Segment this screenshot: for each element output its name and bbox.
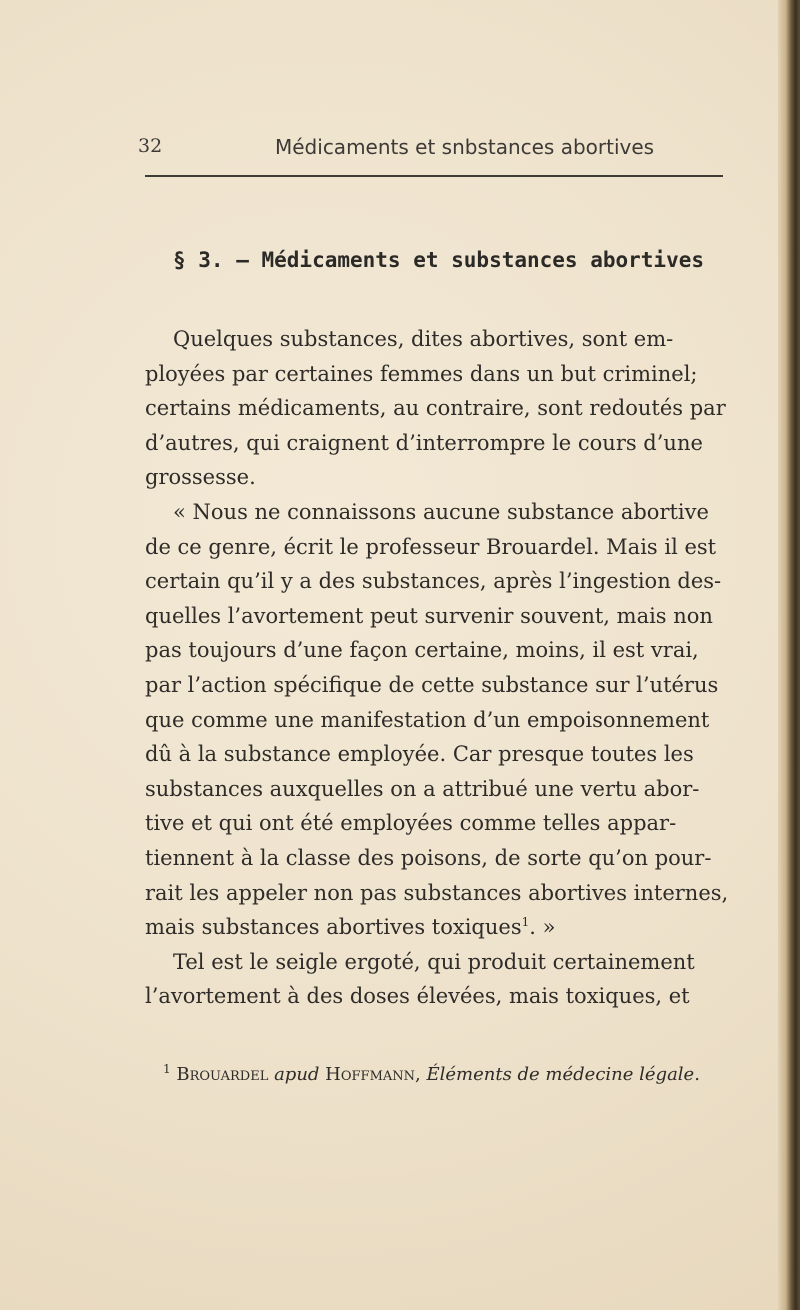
body-line: quelles l’avortement peut survenir souvent, mais non (145, 603, 713, 628)
footnote-author: Brouardel (176, 1064, 269, 1085)
body-line: par l’action spécifique de cette substance sur l’utérus (145, 672, 719, 697)
page-number: 32 (138, 135, 163, 157)
body-line: ployées par certaines femmes dans un but criminel; (145, 361, 698, 386)
footnote-source-author: Hoffmann, (325, 1064, 421, 1085)
section-heading: § 3. — Médicaments et substances abortives (173, 248, 705, 272)
footnote-marker: 1 (163, 1062, 171, 1076)
body-line: tiennent à la classe des poisons, de sorte qu’on pour- (145, 845, 712, 870)
body-text (145, 322, 730, 1014)
running-head (138, 135, 723, 165)
body-line: substances auxquelles on a attribué une vertu abor- (145, 776, 700, 801)
body-line: de ce genre, écrit le professeur Brouardel. Mais il est (145, 534, 717, 559)
body-line: dû à la substance employée. Car presque toutes les (145, 742, 694, 767)
body-line: « Nous ne connaissons aucune substance abortive (173, 499, 709, 524)
body-line: Tel est le seigle ergoté, qui produit certainement (173, 949, 695, 974)
running-title: Médicaments et snbstances abortives (275, 135, 655, 159)
footnote-apud: apud (274, 1064, 320, 1085)
body-line: rait les appeler non pas substances abortives internes, (145, 880, 729, 905)
page-binding-edge (778, 0, 800, 1310)
footnote-title: Éléments de médecine légale. (426, 1064, 700, 1085)
body-line-text: mais substances abortives toxiques (145, 915, 522, 940)
quote-close: . » (529, 915, 556, 940)
body-line: tive et qui ont été employées comme telles appar- (145, 811, 677, 836)
body-line: grossesse. (145, 465, 256, 490)
body-line: d’autres, qui craignent d’interrompre le cours d’une (145, 430, 703, 455)
header-rule (145, 175, 723, 177)
footnote (163, 1064, 700, 1085)
body-line: que comme une manifestation d’un empoisonnement (145, 707, 710, 732)
body-line: l’avortement à des doses élevées, mais toxiques, et (145, 984, 690, 1009)
body-line: certains médicaments, au contraire, sont redoutés par (145, 396, 726, 421)
body-line: certain qu’il y a des substances, après l’ingestion des- (145, 569, 722, 594)
body-line: pas toujours d’une façon certaine, moins, il est vrai, (145, 638, 699, 663)
footnote-reference: 1 (521, 915, 530, 930)
body-line: Quelques substances, dites abortives, sont em- (173, 327, 674, 351)
body-line-with-footnote (145, 910, 730, 945)
